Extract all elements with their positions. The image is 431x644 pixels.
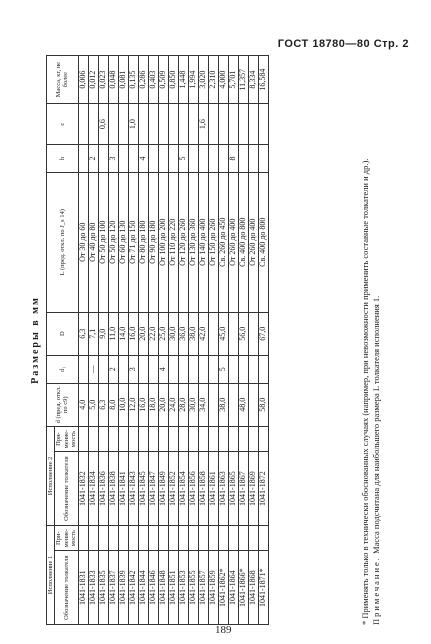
cell-des1: 1041-1853 [178,551,188,625]
cell-mass: 3,020 [198,56,208,104]
cell-d: 38,0 [218,383,228,426]
header-applicability-1: При- меняе- мость [55,525,78,550]
cell-D: 45,0 [218,312,228,355]
cell-des2: 1041-1847 [148,452,158,526]
cell-mass: 4,000 [218,56,228,104]
cell-des1: 1041-1848 [158,551,168,625]
cell-D: 36,0 [178,312,188,355]
cell-app2 [168,426,178,451]
cell-mass: 0,012 [88,56,98,104]
cell-h [98,144,108,172]
cell-c [168,104,178,145]
cell-des1: 1041-1866* [238,551,248,625]
cell-des1: 1041-1837 [108,551,118,625]
cell-des2: 1041-1845 [138,452,148,526]
cell-des2: 1041-1869 [248,452,258,526]
header-row-groups [47,56,55,625]
cell-des1: 1041-1835 [98,551,108,625]
table-row [78,56,88,625]
table-row [98,56,108,625]
cell-D: 6,3 [78,312,88,355]
cell-h: 8 [228,144,238,172]
table-row [258,56,268,625]
cell-des1: 1041-1862* [218,551,228,625]
table-row [168,56,178,625]
cell-c [208,104,218,145]
table-body [78,56,268,625]
cell-c: 0,6 [98,104,108,145]
cell-D: 25,0 [158,312,168,355]
cell-app1 [108,525,118,550]
cell-d1 [168,355,178,383]
cell-d: 28,0 [178,383,188,426]
cell-des2: 1041-1861 [208,452,218,526]
header-execution-2: Исполнение 2 [47,426,55,525]
cell-h [198,144,208,172]
cell-app2 [178,426,188,451]
cell-d: 18,0 [148,383,158,426]
cell-app1 [148,525,158,550]
cell-des1: 1041-1831 [78,551,88,625]
cell-app2 [258,426,268,451]
cell-L: От 50 до 100 [98,172,108,312]
cell-app1 [178,525,188,550]
cell-c [118,104,128,145]
cell-d: 34,0 [198,383,208,426]
cell-d [208,383,218,426]
cell-L: Св. 400 до 800 [238,172,248,312]
cell-c [258,104,268,145]
cell-c: 1,6 [198,104,208,145]
cell-L: От 140 до 400 [198,172,208,312]
table-row [208,56,218,625]
cell-app1 [158,525,168,550]
cell-d: 30,0 [188,383,198,426]
cell-des1: 1041-1859 [208,551,218,625]
cell-D [228,312,238,355]
cell-L: От 150 до 260 [208,172,218,312]
cell-c [228,104,238,145]
dimensions-table [46,55,269,625]
note [371,55,382,625]
cell-des2: 1041-1832 [78,452,88,526]
cell-des1: 1041-1833 [88,551,98,625]
cell-app1 [78,525,88,550]
cell-D: 67,0 [258,312,268,355]
cell-D: 14,0 [118,312,128,355]
cell-D: 7,1 [88,312,98,355]
cell-c [78,104,88,145]
table-row [248,56,258,625]
cell-mass: 5,701 [228,56,238,104]
cell-app2 [228,426,238,451]
table-row [228,56,238,625]
cell-app2 [148,426,158,451]
cell-d1 [248,355,258,383]
cell-h: 5 [178,144,188,172]
cell-c [248,104,258,145]
cell-app2 [108,426,118,451]
cell-des2: 1041-1867 [238,452,248,526]
cell-des1: 1041-1857 [198,551,208,625]
cell-d1: 4 [158,355,168,383]
cell-d: 10,0 [118,383,128,426]
cell-des2: 1041-1872 [258,452,268,526]
cell-L: Св. 260 до 450 [218,172,228,312]
cell-app1 [238,525,248,550]
header-applicability-2: При- меняе- мость [55,426,78,451]
cell-des1: 1041-1839 [118,551,128,625]
header-L: L (пред. откл. по J_s 14) [47,172,79,312]
cell-app1 [88,525,98,550]
cell-mass: 0,023 [98,56,108,104]
cell-app2 [98,426,108,451]
table-row [128,56,138,625]
cell-d: 20,0 [158,383,168,426]
cell-D: 30,0 [168,312,178,355]
cell-app1 [138,525,148,550]
cell-d1 [238,355,248,383]
cell-D: 42,0 [198,312,208,355]
cell-h [258,144,268,172]
cell-app1 [98,525,108,550]
cell-des2: 1041-1856 [188,452,198,526]
cell-L: От 100 до 200 [158,172,168,312]
cell-app2 [128,426,138,451]
cell-c [188,104,198,145]
cell-d: 8,0 [108,383,118,426]
cell-mass: 0,850 [168,56,178,104]
table-row [218,56,228,625]
footnote: * Применять только в технически обоснованных случаях (например, при невозможности применить составные толкатели и др.). [360,158,370,625]
cell-h [128,144,138,172]
cell-des2: 1041-1849 [158,452,168,526]
cell-des2: 1041-1841 [118,452,128,526]
cell-app2 [138,426,148,451]
cell-h [78,144,88,172]
cell-des1: 1041-1864 [228,551,238,625]
table-row [158,56,168,625]
cell-c [88,104,98,145]
cell-d1 [138,355,148,383]
cell-L: От 260 до 400 [248,172,258,312]
cell-L: От 120 до 260 [178,172,188,312]
cell-des2: 1041-1858 [198,452,208,526]
note-label: Примечание. [371,556,382,625]
cell-c [178,104,188,145]
cell-D [248,312,258,355]
cell-L: От 71 до 150 [128,172,138,312]
cell-h [238,144,248,172]
cell-L: От 260 до 400 [228,172,238,312]
cell-mass: 0,135 [128,56,138,104]
cell-d: 48,0 [238,383,248,426]
cell-app1 [248,525,258,550]
cell-d1 [228,355,238,383]
cell-d1: 5 [218,355,228,383]
cell-d1: — [88,355,98,383]
cell-D: 16,0 [128,312,138,355]
cell-h: 4 [138,144,148,172]
cell-d: 6,3 [98,383,108,426]
cell-d1: 2 [108,355,118,383]
cell-app2 [88,426,98,451]
cell-app2 [188,426,198,451]
cell-D: 11,0 [108,312,118,355]
cell-h [188,144,198,172]
header-designation-1: Обозначение толкателя [55,551,78,625]
cell-h [218,144,228,172]
cell-L: Св. 400 до 800 [258,172,268,312]
cell-des2: 1041-1854 [178,452,188,526]
cell-L: От 110 до 220 [168,172,178,312]
cell-d [248,383,258,426]
header-c: c [47,104,79,145]
cell-app2 [248,426,258,451]
cell-mass: 0,509 [158,56,168,104]
cell-h [158,144,168,172]
cell-c [138,104,148,145]
cell-D: 20,0 [138,312,148,355]
cell-mass: 0,081 [118,56,128,104]
cell-h [168,144,178,172]
cell-des1: 1041-1855 [188,551,198,625]
cell-L: От 30 до 60 [78,172,88,312]
cell-d1 [178,355,188,383]
cell-D: 56,0 [238,312,248,355]
header-mass: Масса, кг, не более [47,56,79,104]
cell-app2 [238,426,248,451]
table-row [188,56,198,625]
cell-L: От 50 до 120 [108,172,118,312]
cell-app1 [198,525,208,550]
cell-des1: 1041-1868 [248,551,258,625]
cell-h: 3 [108,144,118,172]
cell-c [218,104,228,145]
cell-mass: 0,048 [108,56,118,104]
cell-L: От 40 до 80 [88,172,98,312]
cell-app1 [188,525,198,550]
cell-des1: 1041-1871* [258,551,268,625]
cell-D: 38,0 [188,312,198,355]
table-row [238,56,248,625]
cell-c [108,104,118,145]
cell-app2 [208,426,218,451]
cell-app1 [118,525,128,550]
cell-mass: 1,448 [178,56,188,104]
cell-d1 [148,355,158,383]
cell-mass: 2,310 [208,56,218,104]
table-row [198,56,208,625]
header-d: d (пред. откл. по с9) [47,383,79,426]
cell-app2 [118,426,128,451]
cell-des1: 1041-1851 [168,551,178,625]
cell-L: От 60 до 130 [118,172,128,312]
cell-d: 4,0 [78,383,88,426]
cell-D: 22,0 [148,312,158,355]
header-D: D [47,312,79,355]
table-row [138,56,148,625]
table-row [148,56,158,625]
cell-des2: 1041-1834 [88,452,98,526]
table-row [88,56,98,625]
cell-D: 9,0 [98,312,108,355]
header-execution-1: Исполнение 1 [47,525,55,624]
cell-app2 [78,426,88,451]
cell-d1 [188,355,198,383]
cell-d [228,383,238,426]
cell-app2 [218,426,228,451]
cell-app1 [218,525,228,550]
cell-d1 [78,355,88,383]
cell-app1 [128,525,138,550]
cell-c [148,104,158,145]
cell-L: От 80 до 180 [138,172,148,312]
table-row [118,56,128,625]
cell-h [118,144,128,172]
cell-d: 12,0 [128,383,138,426]
cell-des1: 1041-1846 [148,551,158,625]
cell-mass: 0,286 [138,56,148,104]
cell-L: От 90 до 180 [148,172,158,312]
cell-app1 [168,525,178,550]
cell-h [148,144,158,172]
cell-d: 24,0 [168,383,178,426]
header-d1: d₁ [47,355,79,383]
cell-c [238,104,248,145]
cell-app1 [228,525,238,550]
cell-des2: 1041-1852 [168,452,178,526]
cell-d1: 3 [128,355,138,383]
header-h: h [47,144,79,172]
note-text: Масса подсчитана для наибольшего размера L толкателя исполнения 1. [371,295,382,554]
table-title: Размеры в мм [30,296,41,384]
notes [360,55,383,625]
cell-app1 [258,525,268,550]
cell-D [208,312,218,355]
cell-d: 58,0 [258,383,268,426]
cell-des2: 1041-1838 [108,452,118,526]
cell-app2 [158,426,168,451]
cell-des2: 1041-1836 [98,452,108,526]
table-row [178,56,188,625]
cell-mass: 1,994 [188,56,198,104]
cell-d1 [258,355,268,383]
cell-des2: 1041-1863 [218,452,228,526]
cell-d: 16,0 [138,383,148,426]
cell-app2 [198,426,208,451]
cell-mass: 0,006 [78,56,88,104]
page-number: 189 [215,624,232,636]
cell-des1: 1041-1842 [128,551,138,625]
cell-mass: 8,334 [248,56,258,104]
cell-c: 1,0 [128,104,138,145]
cell-h [208,144,218,172]
cell-mass: 16,584 [258,56,268,104]
rotated-content [30,55,395,625]
cell-d1 [98,355,108,383]
cell-h: 2 [88,144,98,172]
cell-h [248,144,258,172]
cell-des1: 1041-1844 [138,551,148,625]
cell-mass: 11,357 [238,56,248,104]
cell-app1 [208,525,218,550]
cell-des2: 1041-1843 [128,452,138,526]
table-row [108,56,118,625]
cell-d1 [198,355,208,383]
cell-d: 5,0 [88,383,98,426]
cell-c [158,104,168,145]
page-header: ГОСТ 18780—80 Стр. 2 [277,38,409,50]
cell-des2: 1041-1865 [228,452,238,526]
cell-L: От 130 до 360 [188,172,198,312]
cell-d1 [118,355,128,383]
cell-mass: 0,403 [148,56,158,104]
header-designation-2: Обозначение толкателя [55,452,78,526]
cell-d1 [208,355,218,383]
